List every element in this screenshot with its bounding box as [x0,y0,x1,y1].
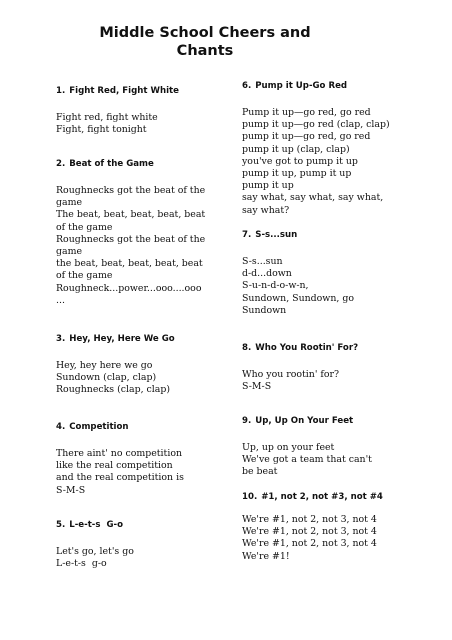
chant-title: Competition [69,422,129,432]
chant-line: Roughnecks (clap, clap) [56,384,171,396]
chant-title: Hey, Hey, Here We Go [69,334,175,344]
chant-number: 2. [56,159,66,169]
chant-lines [56,185,226,307]
chant-lines [56,360,226,397]
chant-section-7 [242,229,412,317]
chant-line: There aint' no competition [56,448,183,459]
chant-line: Roughnecks got the beat of the [56,233,206,245]
chant-line: We're #1, not 2, not 3, not 4 [242,526,377,538]
chant-line: Fight red, fight white [56,112,158,123]
chant-title: S-s...sun [255,230,298,240]
chant-title: Up, Up On Your Feet [255,416,354,426]
chant-line: be beat [242,466,278,478]
chant-heading [56,333,226,345]
chant-line: Sundown [242,304,287,316]
chant-title: Pump it Up-Go Red [255,81,348,91]
chant-line: S-s...sun [242,256,283,267]
chant-title: Who You Rootin' For? [255,343,359,353]
chant-line: Sundown (clap, clap) [56,372,157,384]
chant-line: and the real competition is [56,472,184,484]
chant-section-2 [56,158,226,307]
chant-line: pump it up—go red (clap, clap) [242,119,390,131]
chant-heading [242,415,412,427]
chant-number: 10. [242,492,258,502]
chant-lines [242,514,412,563]
chant-lines [56,546,226,570]
chant-lines [242,256,412,317]
chant-line: of the game [56,221,113,233]
chant-lines [56,448,226,497]
chant-title: Beat of the Game [69,159,154,169]
chant-heading [56,519,226,531]
chant-heading [56,421,226,433]
chant-number: 9. [242,416,252,426]
chant-section-9 [242,415,412,479]
chant-line: We're #1, not 2, not 3, not 4 [242,538,377,550]
chant-number: 3. [56,334,66,344]
chant-line: d-d...down [242,268,292,280]
chant-line: of the game [56,270,113,282]
chant-section-4 [56,421,226,497]
chant-line: like the real competition [56,460,173,472]
chant-line: We're #1, not 2, not 3, not 4 [242,514,377,525]
chant-number: 8. [242,343,252,353]
chant-heading [56,158,226,170]
chant-line: L-e-t-s g-o [56,558,107,570]
chant-number: 4. [56,422,66,432]
chant-lines [242,369,412,393]
chant-line: Who you rootin' for? [242,369,340,380]
chant-section-3 [56,333,226,397]
chant-line: S-M-S [56,484,86,496]
chant-lines [242,442,412,479]
chant-line: Roughneck...power...ooo....ooo [56,282,202,294]
chant-line: ... [56,294,65,306]
chant-line: S-u-n-d-o-w-n, [242,280,309,292]
chant-section-8 [242,342,412,393]
chant-number: 7. [242,230,252,240]
chant-line: the beat, beat, beat, beat, beat [56,258,203,270]
chant-line: pump it up (clap, clap) [242,143,350,155]
chant-line: Pump it up—go red, go red [242,107,371,118]
title-line: Chants [176,43,234,59]
chant-line: pump it up, pump it up [242,168,352,180]
chant-heading [56,85,226,97]
chant-title: L-e-t-s G-o [69,520,123,530]
chant-line: Roughnecks got the beat of the [56,185,206,196]
chant-heading [242,229,412,241]
chant-heading [242,80,412,92]
chant-heading [242,342,412,354]
chant-line: Up, up on your feet [242,442,335,453]
chant-section-5 [56,519,226,570]
chant-title: #1, not 2, not #3, not #4 [261,492,383,502]
title-line: Middle School Cheers and [99,25,311,41]
chant-line: pump it up—go red, go red [242,131,371,143]
chant-lines [56,112,226,136]
chant-line: We're #1! [242,550,290,562]
chant-line: Hey, hey here we go [56,360,153,371]
chant-line: say what? [242,204,290,216]
chant-section-6 [242,80,412,217]
chant-number: 5. [56,520,66,530]
chant-line: The beat, beat, beat, beat, beat [56,209,206,221]
chant-number: 6. [242,81,252,91]
chant-line: Fight, fight tonight [56,124,147,136]
chant-line: We've got a team that can't [242,454,372,466]
chant-line: Let's go, let's go [56,546,134,557]
chant-line: S-M-S [242,381,272,393]
chant-heading [242,491,412,503]
document-title [0,24,410,60]
chant-section-10 [242,491,412,563]
chant-line: game [56,197,83,209]
chant-number: 1. [56,86,66,96]
chant-lines [242,107,412,217]
chant-line: Sundown, Sundown, go [242,292,354,304]
chant-line: you've got to pump it up [242,155,358,167]
chant-section-1 [56,85,226,136]
chant-line: game [56,246,83,258]
chant-title: Fight Red, Fight White [69,86,179,96]
chant-line: pump it up [242,180,294,192]
chant-line: say what, say what, say what, [242,192,384,204]
